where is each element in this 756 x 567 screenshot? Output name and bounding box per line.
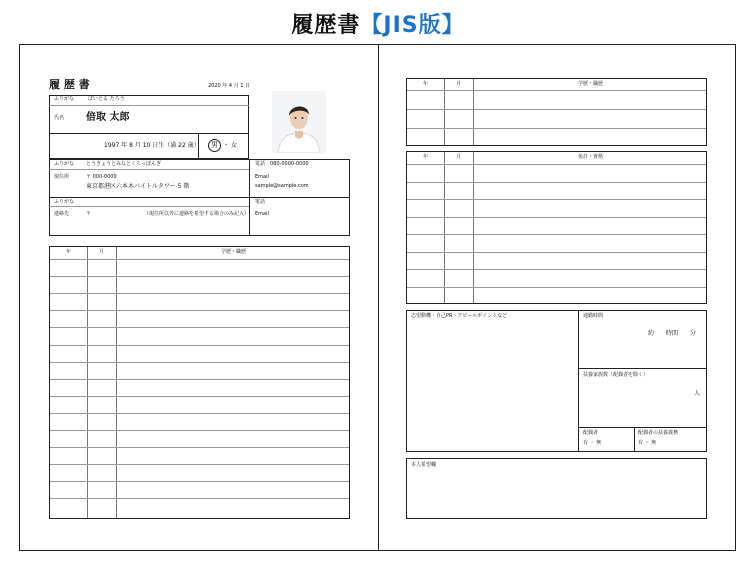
table-row: [50, 345, 349, 346]
requests-label: 本人希望欄: [411, 462, 437, 468]
table-row: [407, 199, 706, 200]
resume-heading: 履 歴 書: [49, 78, 90, 91]
contact-phone-label: 電話: [255, 199, 266, 205]
history-col-month: 月: [98, 249, 104, 255]
table-row: [50, 276, 349, 277]
sex-female: ・ 女: [223, 142, 237, 149]
dependents-label: 扶養家族数（配偶者を除く）: [583, 372, 649, 378]
table-row: [407, 182, 706, 183]
table-row: [50, 310, 349, 311]
table-row: [50, 362, 349, 363]
table-row: [407, 269, 706, 270]
history2-col-month: 月: [455, 81, 461, 87]
license-col-year: 年: [422, 154, 428, 160]
table-row: [407, 109, 706, 110]
contact-note: （現住所以外に連絡を希望する場合のみ記入）: [144, 211, 250, 217]
table-row: [407, 252, 706, 253]
requests-block: [406, 458, 707, 519]
table-row: [50, 293, 349, 294]
history2-col-year: 年: [422, 81, 428, 87]
address-value: 東京都港区六本木バイトルタワー 5 階: [86, 183, 190, 190]
commute-label: 通勤時間: [583, 313, 604, 319]
page-fold-divider: [378, 45, 379, 550]
table-row: [50, 379, 349, 380]
table-row: [50, 498, 349, 499]
spouse-label: 配偶者: [583, 430, 599, 436]
banner-title-accent: 【JIS版】: [360, 13, 465, 38]
commute-value: 約 時間 分: [648, 330, 697, 337]
table-row: [407, 128, 706, 129]
table-row: [407, 234, 706, 235]
contact-label: 連絡先: [54, 211, 70, 217]
phone-label: 電話: [255, 161, 266, 167]
table-row: [407, 287, 706, 288]
contact-email-label: Email: [255, 211, 269, 217]
address-label: 現住所: [54, 174, 70, 180]
table-row: [50, 464, 349, 465]
history2-col-item: 学歴・職歴: [577, 81, 603, 87]
history-col-item: 学歴・職歴: [220, 249, 246, 255]
person-silhouette-icon: [272, 91, 326, 153]
table-row: [50, 396, 349, 397]
resume-sheet: [19, 44, 736, 551]
table-row: [50, 327, 349, 328]
spouse-support-value: 有 ・ 無: [638, 440, 657, 446]
portrait-photo: [272, 91, 326, 153]
address-furigana-value: とうきょうとみなとくろっぽんぎ: [86, 161, 162, 167]
table-row: [50, 430, 349, 431]
banner-title: [0, 8, 756, 39]
birth-date: 1997 年 8 月 10 日生（満 22 歳）: [104, 142, 200, 149]
history-table-continued: [406, 78, 707, 146]
phone-value: 080-0000-0000: [270, 161, 309, 167]
address-furigana-label: ふりがな: [54, 161, 75, 167]
table-row: [407, 217, 706, 218]
table-row: [50, 413, 349, 414]
dependents-unit: 人: [694, 390, 701, 397]
email-label: Email: [255, 174, 269, 180]
name-value: 倍取 太郎: [86, 112, 130, 123]
furigana-label: ふりがな: [54, 96, 75, 102]
banner-title-main: 履歴書: [291, 13, 361, 38]
license-table: [406, 151, 707, 304]
license-col-item: 免許・資格: [577, 154, 603, 160]
sex-male-circled: 男: [208, 139, 221, 152]
contact-furigana-label: ふりがな: [54, 199, 75, 205]
resume-date: 2020 年 4 月 1 日: [208, 83, 251, 89]
motivation-label: 志望動機・自己PR・アピールポイントなど: [411, 313, 508, 319]
table-row: [50, 481, 349, 482]
table-row: [50, 447, 349, 448]
table-row: [50, 259, 349, 260]
spouse-value: 有 ・ 無: [583, 440, 602, 446]
spouse-support-label: 配偶者の扶養義務: [638, 430, 679, 436]
email-value: sample@sample.com: [255, 183, 309, 189]
table-row: [407, 164, 706, 165]
table-row: [407, 90, 706, 91]
furigana-value: ばいとる たろう: [88, 96, 125, 102]
license-col-month: 月: [455, 154, 461, 160]
history-col-year: 年: [65, 249, 71, 255]
name-label: 氏名: [54, 115, 65, 121]
contact-postal: 〒: [86, 211, 92, 217]
postal-code: 〒 000-0000: [86, 174, 117, 180]
history-table: [49, 246, 350, 519]
